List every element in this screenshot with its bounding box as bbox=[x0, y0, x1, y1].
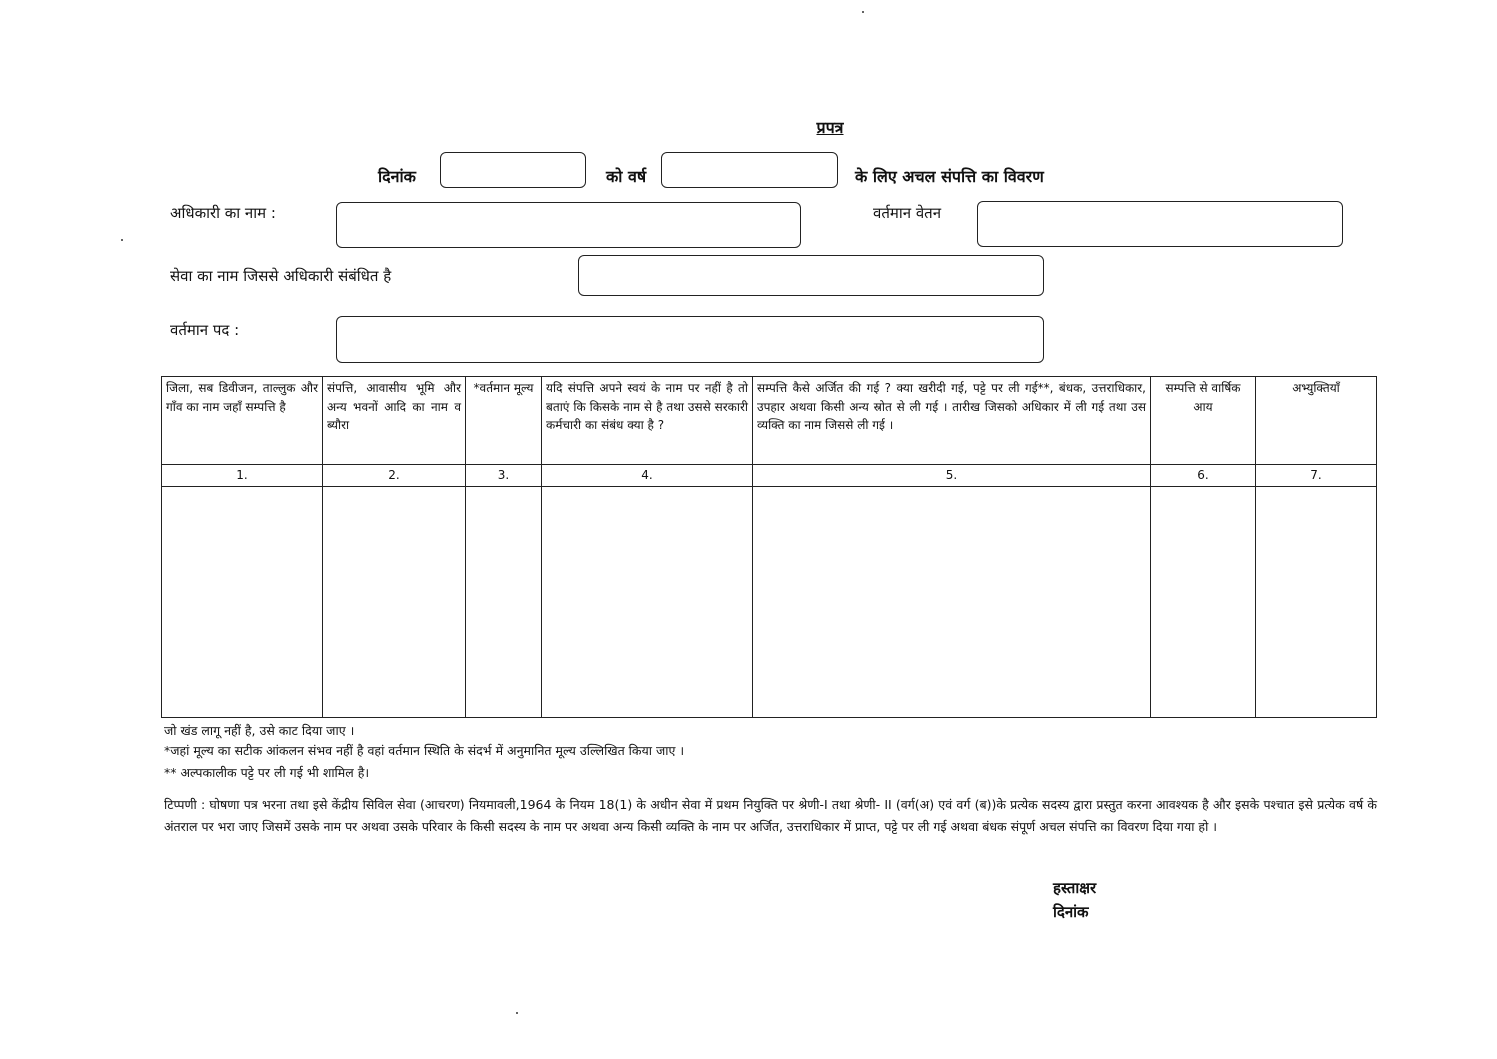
year-label: को वर्ष bbox=[606, 167, 647, 186]
current-salary-label: वर्तमान वेतन bbox=[873, 204, 942, 222]
year-field[interactable] bbox=[661, 152, 838, 188]
col-number: 7. bbox=[1256, 465, 1377, 487]
current-post-label: वर्तमान पद : bbox=[170, 321, 240, 339]
remark-paragraph: टिप्पणी : घोषणा पत्र भरना तथा इसे केंद्रीय सिविल सेवा (आचरण) नियमावली,1964 के नियम 18(1) के अधीन सेवा में प्रथम नियुक्ति पर श्रेणी-I तथा श्रेणी- II (वर्ग(अ) एवं वर्ग (ब))के प्रत्येक सदस्य द्वारा प्रस्तुत करना आवश्यक है और इसके पश्चात इसे प्रत्येक वर्ष के अंतराल पर भरा जाए जिसमें उसके नाम पर अथवा उसके परिवार के किसी सदस्य के नाम पर अथवा अन्य किसी व्यक्ति के नाम पर अर्जित, उत्तराधिकार में प्राप्त, पट्टे पर ली गई अथवा बंधक संपूर्ण अचल संपत्ति का विवरण दिया गया हो । bbox=[164, 797, 1377, 834]
table-row bbox=[162, 486, 1377, 717]
current-post-field[interactable] bbox=[336, 316, 1044, 363]
col-number: 3. bbox=[466, 465, 542, 487]
col-number: 2. bbox=[323, 465, 466, 487]
signature-label: हस्ताक्षर bbox=[1053, 879, 1097, 897]
service-field[interactable] bbox=[578, 255, 1044, 296]
col-header-current-value: *वर्तमान मूल्य bbox=[466, 377, 542, 465]
col-header-remarks: अभ्युक्तियाँ bbox=[1256, 377, 1377, 465]
table-cell[interactable] bbox=[1256, 486, 1377, 717]
col-header-annual-income: सम्पत्ति से वार्षिक आय bbox=[1151, 377, 1256, 465]
table-cell[interactable] bbox=[1151, 486, 1256, 717]
date-field[interactable] bbox=[440, 152, 586, 188]
table-cell[interactable] bbox=[466, 486, 542, 717]
col-number: 1. bbox=[162, 465, 323, 487]
col-header-property-details: संपत्ति, आवासीय भूमि और अन्य भवनों आदि का नाम व ब्यौरा bbox=[323, 377, 466, 465]
scan-speck bbox=[862, 11, 864, 13]
col-header-location: जिला, सब डिवीजन, ताल्लुक और गाँव का नाम जहाँ सम्पत्ति है bbox=[162, 377, 323, 465]
col-header-acquisition: सम्पत्ति कैसे अर्जित की गई ? क्या खरीदी गई, पट्टे पर ली गई**, बंधक, उत्तराधिकार, उपहार अथवा किसी अन्य स्रोत से ली गई । तारीख जिसको अधिकार में ली गई तथा उस व्यक्ति का नाम जिससे ली गई । bbox=[753, 377, 1151, 465]
signature-date-label: दिनांक bbox=[1053, 903, 1089, 921]
property-table bbox=[161, 376, 1377, 718]
note-estimated-value: *जहां मूल्य का सटीक आंकलन संभव नहीं है वहां वर्तमान स्थिति के संदर्भ में अनुमानित मूल्य उल्लिखित किया जाए । bbox=[164, 743, 685, 758]
scan-speck bbox=[516, 1012, 518, 1014]
table-cell[interactable] bbox=[542, 486, 753, 717]
officer-name-label: अधिकारी का नाम : bbox=[170, 204, 276, 222]
col-number: 5. bbox=[753, 465, 1151, 487]
form-title: प्रपत्र bbox=[816, 118, 844, 137]
officer-name-field[interactable] bbox=[336, 202, 801, 248]
date-label: दिनांक bbox=[378, 167, 416, 186]
heading-suffix: के लिए अचल संपत्ति का विवरण bbox=[855, 167, 1044, 186]
table-cell[interactable] bbox=[323, 486, 466, 717]
current-salary-field[interactable] bbox=[977, 201, 1343, 247]
scan-speck bbox=[121, 239, 123, 241]
note-strike-inapplicable: जो खंड लागू नहीं है, उसे काट दिया जाए । bbox=[164, 723, 355, 738]
col-header-ownership: यदि संपत्ति अपने स्वयं के नाम पर नहीं है तो बताएं कि किसके नाम से है तथा उससे सरकारी कर्मचारी का संबंध क्या है ? bbox=[542, 377, 753, 465]
col-number: 4. bbox=[542, 465, 753, 487]
note-short-lease: ** अल्पकालीक पट्टे पर ली गई भी शामिल है। bbox=[164, 765, 370, 780]
service-label: सेवा का नाम जिससे अधिकारी संबंधित है bbox=[170, 267, 392, 285]
col-number: 6. bbox=[1151, 465, 1256, 487]
table-cell[interactable] bbox=[753, 486, 1151, 717]
table-cell[interactable] bbox=[162, 486, 323, 717]
